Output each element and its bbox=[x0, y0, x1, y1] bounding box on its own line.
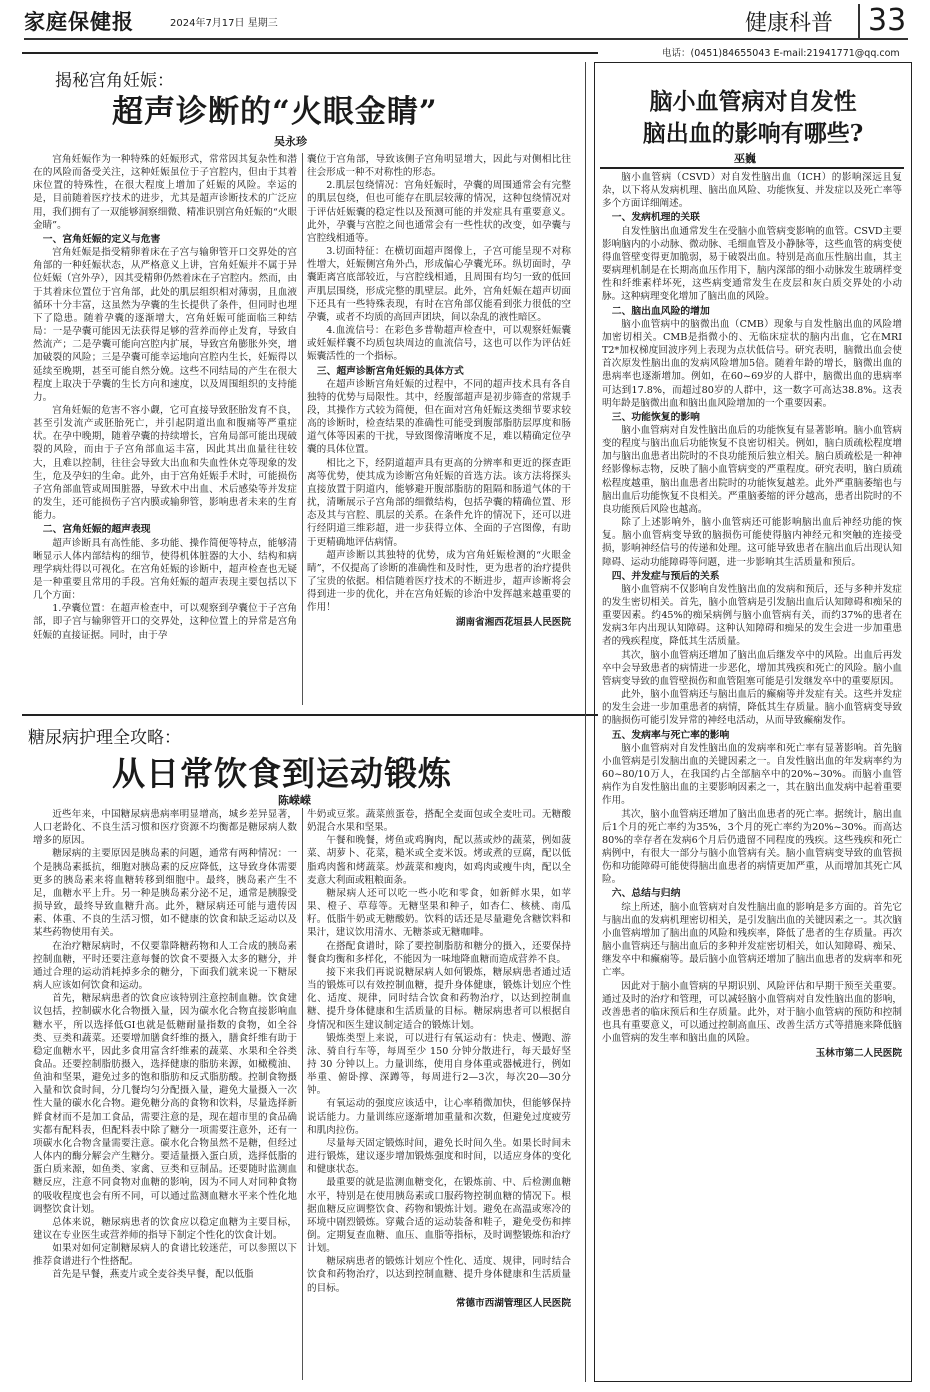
paragraph: 相比之下，经阴道超声具有更高的分辨率和更近的探查距离等优势，使其成为诊断宫角妊娠的首选方法。该方法将探头直接放置于阴道内，能够避开腹部脂肪的阻隔和肠道气体的干扰，清晰展示子宫角部的细微结构，包括孕囊的精确位置、形态及其与宫腔、肌层的关系。在条件允许的情况下，还可以进行经阴道三维彩超，进一步获得立体、全面的子宫图像，有助于更精确地评估病情。 bbox=[307, 457, 571, 548]
article1-column-2 bbox=[307, 153, 571, 705]
paragraph: 其次，脑小血管病还增加了脑出血患者的死亡率。据统计，脑出血后1个月的死亡率约为35%，3个月的死亡率约为20%~30%。而高达80%的幸存者在发病6个月后仍遗留不同程度的残疾。这些残疾和死亡病例中，有很大一部分与脑小血管病有关。脑小血管病变导致的血管损伤和功能障碍可能使得脑出血患者的病情更加严重，从而增加其死亡风险。 bbox=[602, 808, 902, 886]
section-title: 健康科普 bbox=[745, 11, 834, 36]
article1-author: 吴永珍 bbox=[274, 135, 307, 148]
paragraph: 最重要的就是监测血糖变化，在锻炼前、中、后检测血糖水平，特别是在使用胰岛素或口服药物控制血糖的情况下。根据血糖反应调整饮食、药物和锻炼计划。避免在高温或寒冷的环境中剧烈锻炼。穿戴合适的运动装备和鞋子，避免受伤和摔倒。定期复查血糖、血压、血脂等指标，及时调整锻炼和治疗计划。 bbox=[307, 1177, 571, 1255]
section-heading: 一、发病机理的关联 bbox=[611, 212, 700, 224]
article2-kicker: 糖尿病护理全攻略： bbox=[28, 728, 181, 748]
article3-author: 巫巍 bbox=[734, 152, 756, 165]
article3-body bbox=[602, 171, 902, 1371]
paragraph: 总体来说，糖尿病患者的饮食应以稳定血糖为主要目标，建议在专业医生或营养师的指导下制定个性化的饮食计划。 bbox=[33, 1216, 297, 1241]
paragraph: 脑小血管病对自发性脑出血后的功能恢复有显著影响。脑小血管病变的程度与脑出血后功能恢复不良密切相关。例如，脑白质疏松程度增加与脑出血患者出院时的不良功能预后独立相关。脑白质疏松是一种神经影像标志物，反映了脑小血管病变的严重程度。研究表明，脑白质疏松程度越重，脑出血患者出院时的功能恢复越差。此外严重脑萎缩也与脑出血后功能恢复不良相关。严重脑萎缩的评分越高，患者出院时的不良功能预后风险也越高。 bbox=[602, 424, 902, 515]
column-divider bbox=[302, 153, 303, 705]
article3-headline-line1: 脑小血管病对自发性 bbox=[649, 88, 857, 115]
newspaper-name: 家庭保健报 bbox=[24, 9, 134, 34]
article3-headline-line2: 脑出血的影响有哪些? bbox=[642, 120, 864, 147]
paragraph: 自发性脑出血通常发生在受脑小血管病变影响的血管。CSVD主要影响脑内的小动脉、微动脉、毛细血管及小静脉等，这些血管的病变使得血管壁变得更加脆弱，易于破裂出血。特别是高血压性脑出血，其主要病理机制是在长期高血压作用下，脑内深部的细小动脉发生玻璃样变性和纤维素样坏死，这些病变通常发生在皮层和灰白质交界处的小动脉。这种病理变化增加了脑出血的风险。 bbox=[602, 225, 902, 303]
section-heading: 四、并发症与预后的关系 bbox=[611, 570, 720, 582]
article1-column-1 bbox=[33, 153, 297, 705]
paragraph: 如果对如何定制糖尿病人的食谱比较迷茫，可以参照以下推荐食谱进行个性搭配。 bbox=[33, 1243, 297, 1268]
paragraph: 糖尿病人还可以吃一些小吃和零食，如新鲜水果，如苹果、橙子、草莓等。无糖坚果和种子，如杏仁、核桃、南瓜籽。低脂牛奶或无糖酸奶。饮料的话还是尽量避免含糖饮料和果汁，建议饮用清水、无糖茶或无糖咖啡。 bbox=[307, 887, 571, 939]
paragraph: 囊位于宫角部，导致该侧子宫角明显增大，因此与对侧相比往往会形成一种不对称性的形态。 bbox=[307, 154, 571, 179]
section-heading: 三、超声诊断宫角妊娠的具体方式 bbox=[316, 365, 464, 377]
paragraph: 首先是早餐，燕麦片或全麦谷类早餐，配以低脂 bbox=[52, 1269, 254, 1281]
paragraph: 1.孕囊位置：在超声检查中，可以观察到孕囊位于子宫角部，即子宫与输卵管开口的交界处，这种位置上的异常是宫角妊娠的直接证据。同时，由于孕 bbox=[33, 603, 297, 641]
paragraph: 宫角妊娠是指受精卵着床在子宫与输卵管开口交界处的宫角部的一种妊娠状态，从严格意义上讲，宫角妊娠并不属于异位妊娠（宫外孕），因其受精卵仍然着床在子宫腔内。然而，由于其着床位置位于宫角部，此处的肌层组织相对薄弱，且血液循环十分丰富，这虽然为孕囊的生长提供了条件，但同时也埋下了隐患。随着孕囊的逐渐增大，宫角妊娠可能面临三种结局：一是孕囊可能因无法获得足够的营养而停止发育，导致自然流产；二是孕囊可能向宫腔内扩展，导致宫角膨胀外突，增加破裂的风险；三是孕囊可能幸运地向宫腔内生长，妊娠得以延续至晚期，甚至可能自然分娩。这些不同结局的产生在很大程度上取决于孕囊的生长方向和速度，以及周围组织的支持能力。 bbox=[33, 247, 297, 403]
issue-date: 2024年7月17日 星期三 bbox=[170, 18, 278, 29]
section-heading: 二、宫角妊娠的超声表现 bbox=[42, 524, 151, 536]
section-heading: 三、功能恢复的影响 bbox=[611, 411, 700, 423]
page-divider bbox=[585, 62, 586, 1382]
section-heading: 一、宫角妊娠的定义与危害 bbox=[42, 233, 161, 245]
paragraph: 近些年来，中国糖尿病患病率明显增高，城乡差异显著，人口老龄化、不良生活习惯和医疗资源不均衡都是糖尿病人数增多的原因。 bbox=[33, 809, 297, 847]
paragraph: 因此对于脑小血管病的早期识别、风险评估和早期干预至关重要。通过及时的治疗和管理，可以减轻脑小血管病对自发性脑出血的影响，改善患者的临床预后和生存质量。此外，对于脑小血管病的预防和控制也具有重要意义，可以通过控制高血压、改善生活方式等措施来降低脑小血管病的发生率和脑出血的风险。 bbox=[602, 980, 902, 1045]
article1-headline: 超声诊断的“火眼金睛” bbox=[112, 94, 438, 130]
section-heading: 五、发病率与死亡率的影响 bbox=[611, 729, 730, 741]
paragraph: 接下来我们再说说糖尿病人如何锻炼，糖尿病患者通过适当的锻炼可以有效控制血糖，提升身体健康，锻炼计划应个性化、适度、规律，同时结合饮食和药物治疗，以达到控制血糖、提升身体健康和生活质量的目标。糖尿病患者可以根据自身情况和医生建议制定适合的锻炼计划。 bbox=[307, 966, 571, 1031]
paragraph: 糖尿病患者的锻炼计划应个性化、适度、规律，同时结合饮食和药物治疗，以达到控制血糖、提升身体健康和生活质量的目标。 bbox=[307, 1256, 571, 1294]
paragraph: 超声诊断以其独特的优势，成为宫角妊娠检测的“火眼金睛”，不仅提高了诊断的准确性和及时性，更为患者的治疗提供了宝贵的依据。相信随着医疗技术的不断进步，超声诊断将会得到进一步的优化，并在宫角妊娠的诊治中发挥越来越重要的作用！ bbox=[307, 549, 571, 614]
section-heading: 六、总结与归纳 bbox=[611, 888, 681, 900]
masthead-divider bbox=[858, 4, 860, 38]
paragraph: 脑小血管病对自发性脑出血的发病率和死亡率有显著影响。首先脑小血管病是引发脑出血的关键因素之一。自发性脑出血的年发病率约为60~80/10万人，在我国约占全部脑卒中的20%~30%。而脑小血管病作为自发性脑出血的主要影响因素之一，其在脑出血发病中起着重要作用。 bbox=[602, 742, 902, 807]
paragraph: 在搭配食谱时，除了要控制脂肪和糖分的摄入，还要保持餐食均衡和多样化，不能因为一味地降血糖而造成营养不良。 bbox=[307, 940, 571, 965]
article2-author: 陈嵘嵘 bbox=[278, 794, 311, 807]
article3-rule bbox=[600, 167, 904, 169]
article2-headline: 从日常饮食到运动锻炼 bbox=[112, 754, 452, 793]
author-affiliation: 玉林市第二人民医院 bbox=[815, 1048, 902, 1060]
article1-top-rule bbox=[22, 52, 598, 54]
article2-column-1 bbox=[33, 808, 297, 1380]
paragraph: 锻炼类型上来说，可以进行有氧运动有：快走、慢跑、游泳、骑自行车等，每周至少 150 分钟分散进行，每天最好坚持 30 分钟以上。力量训练，使用自身体重或器械进行，例如举重、俯卧撑、深蹲等，每周进行2—3次，每次20—30分钟。 bbox=[307, 1032, 571, 1097]
paragraph: 首先，糖尿病患者的饮食应该特别注意控制血糖。饮食建议包括，控制碳水化合物摄入量，因为碳水化合物直接影响血糖水平，所以选择低GI也就是低糖耐量指数的食物，如全谷类、豆类和蔬菜。还要增加膳食纤维的摄入，膳食纤维有助于稳定血糖水平，因此多食用富含纤维素的蔬菜、水果和全谷类食品。还要控制脂肪摄入，选择健康的脂肪来源，如橄榄油、鱼油和坚果，避免过多的饱和脂肪和反式脂肪酸。控制食物摄入量和饮食时间，分几餐均匀分配摄入量，避免大量摄入一次性大量的碳水化合物。避免糖分高的食物和饮料，尽量选择新鲜食材而不是加工食品，需要注意的是，现在超市里的食品确实都有配料表，但配料表中除了糖分一项需要注意外，还有一项碳水化合物含量需要注意。碳水化合物虽然不是糖，但经过人体内的酶分解会产生糖分。要适量摄入蛋白质，选择低脂的蛋白质来源，如鱼类、家禽、豆类和豆制品。还要随时监测血糖反应，注意不同食物对血糖的影响，因为不同人对同种食物的吸收程度也会有所不同，可以通过监测血糖水平来个性化地调整饮食计划。 bbox=[33, 993, 297, 1215]
paragraph: 4.血流信号：在彩色多普勒超声检查中，可以观察妊娠囊或妊娠样囊不均质包块周边的血流信号，这也可以作为评估妊娠囊活性的一个指标。 bbox=[307, 325, 571, 363]
paragraph: 牛奶或豆浆。蔬菜煎蛋卷，搭配全麦面包或全麦吐司。无糖酸奶混合水果和坚果。 bbox=[307, 809, 571, 834]
paragraph: 综上所述，脑小血管病对自发性脑出血的影响是多方面的。首先它与脑出血的发病机理密切相关，是引发脑出血的关键因素之一。其次脑小血管病增加了脑出血的风险和残疾率，降低了患者的生存质量。再次脑小血管病还与脑出血后的多种并发症密切相关，如认知障碍、痴呆、继发卒中和癫痫等。最后脑小血管病还增加了脑出血患者的发病率和死亡率。 bbox=[602, 901, 902, 979]
paragraph: 糖尿病的主要原因是胰岛素的问题，通常有两种情况：一个是胰岛素抵抗，细胞对胰岛素的反应降低，这导致身体需要更多的胰岛素来将血糖转移到细胞中。最终，胰岛素产生不足，血糖水平上升。另一种是胰岛素分泌不足，通常是胰腺受损导致，最终导致血糖升高。此外，糖尿病还可能与遗传因素、体重、不良的生活习惯，如不健康的饮食和缺乏运动以及某些药物使用有关。 bbox=[33, 848, 297, 939]
paragraph: 脑小血管病不仅影响自发性脑出血的发病和预后，还与多种并发症的发生密切相关。首先，脑小血管病是引发脑出血后认知障碍和痴呆的重要因素。约45%的痴呆病例与脑小血管病有关，而约37%的患者在发病3年内出现认知障碍。这种认知障碍和痴呆的发生会进一步加重患者的残疾程度，降低其生活质量。 bbox=[602, 583, 902, 648]
author-affiliation: 常德市西湖管理区人民医院 bbox=[455, 1297, 571, 1309]
paragraph: 此外，脑小血管病还与脑出血后的癫痫等并发症有关。这些并发症的发生会进一步加重患者的病情，降低其生存质量。脑小血管病变导致的脑损伤可能引发异常的神经电活动，从而导致癫痫发作。 bbox=[602, 689, 902, 727]
paragraph: 在超声诊断宫角妊娠的过程中，不同的超声技术具有各自独特的优势与局限性。其中，经腹部超声是初步筛查的常规手段，其操作方式较为简便，但在面对宫角妊娠这类细节要求较高的诊断时，检查结果的准确性可能受到腹部脂肪层厚度和肠道气体等因素的干扰，导致图像清晰度不足，难以精确定位孕囊的具体位置。 bbox=[307, 378, 571, 456]
paragraph: 脑小血管病（CSVD）对自发性脑出血（ICH）的影响深远且复杂，以下将从发病机理、脑出血风险、功能恢复、并发症以及死亡率等多个方面详细阐述。 bbox=[602, 172, 902, 210]
paragraph: 尽量每天固定锻炼时间，避免长时间久坐。如果长时间未进行锻炼，建议逐步增加锻炼强度和时间，以适应身体的变化和健康状态。 bbox=[307, 1137, 571, 1176]
paragraph: 脑小血管病中的脑微出血（CMB）现象与自发性脑出血的风险增加密切相关。CMB是指微小的、无临床症状的脑内出血，它在MRI T2*加权梯度回波序列上表现为点状低信号。研究表明，脑微出血会使首次原发性脑出血的发病风险增加5倍。随着年龄的增长，脑微出血的患病率也逐渐增加。例如，在60~69岁的人群中，脑微出血的患病率可达到17.8%，而超过80岁的人群中，这一数字可高达38.8%。这表明年龄是脑微出血和脑出血风险增加的一个重要因素。 bbox=[602, 318, 902, 409]
paragraph: 其次，脑小血管病还增加了脑出血后继发卒中的风险。出血后再发卒中会导致患者的病情进一步恶化，增加其残疾和死亡的风险。脑小血管病变导致的血管壁损伤和血管阻塞可能是引发继发卒中的重要原因。 bbox=[602, 649, 902, 687]
paragraph: 超声诊断具有高性能、多功能、操作简便等特点，能够清晰显示人体内部结构的细节，使得机体脏器的大小、结构和病理学病灶得以可视化。在宫角妊娠的诊断中，超声检查也无疑是一种重要且常用的手段。宫角妊娠的超声表现主要包括以下几个方面： bbox=[33, 537, 297, 602]
section-heading: 二、脑出血风险的增加 bbox=[611, 305, 710, 317]
author-affiliation: 湖南省湘西花垣县人民医院 bbox=[455, 617, 571, 629]
article2-column-2 bbox=[307, 808, 571, 1380]
masthead-rule bbox=[24, 38, 908, 40]
column-divider bbox=[302, 808, 303, 1380]
paragraph: 2.肌层包绕情况：宫角妊娠时，孕囊的周围通常会有完整的肌层包绕，但也可能存在肌层较薄的情况，这种包绕情况对于评估妊娠囊的稳定性以及预测可能的并发症具有重要意义。此外，孕囊与宫腔之间也通常会有一些性状的改变，如孕囊与宫腔线相通等。 bbox=[307, 180, 571, 244]
paragraph: 午餐和晚餐，烤鱼或鸡胸肉，配以蒸或炒的蔬菜，例如菠菜、胡萝卜、花菜，糙米或全麦米饭。烤或煮的豆腐，配以低脂鸡肉酱和烤蔬菜。炒蔬菜和瘦肉，如鸡肉或瘦牛肉，配以全麦意大利面或粗粮面条。 bbox=[307, 835, 571, 886]
paragraph: 宫角妊娠的危害不容小觑，它可直接导致胚胎发育不良，甚至引发流产或胚胎死亡，并引起阴道出血和腹痛等严重症状。在孕中晚期，随着孕囊的持续增长，宫角局部可能出现破裂的风险，而由于子宫角部血运丰富，因此其出血量往往较大，且难以控制，往往会导致大出血和失血性休克等现象的发生，危及孕妇的生命。此外，由于宫角妊娠手术时，可能损伤子宫角部血管或周围脏器，导致术中出血、术后感染等并发症的发生，还可能损伤子宫内膜或输卵管，影响患者未来的生育能力。 bbox=[33, 404, 297, 522]
paragraph: 在治疗糖尿病时，不仅要靠降糖药物和人工合成的胰岛素控制血糖，平时还要注意每餐的饮食不要摄入太多的糖分，并通过合理的运动消耗掉多余的糖分，下面我们就来说一下糖尿病人应该如何饮食和运动。 bbox=[33, 940, 297, 992]
article1-kicker: 揭秘宫角妊娠： bbox=[55, 71, 174, 91]
page-number: 33 bbox=[868, 3, 907, 38]
article2-top-rule bbox=[22, 714, 598, 716]
paragraph: 宫角妊娠作为一种特殊的妊娠形式，常常因其复杂性和潜在的风险而备受关注，这种妊娠虽位于子宫腔内，但由于其着床位置的特殊性，在很大程度上增加了妊娠的风险。幸运的是，目前随着医疗技术的进步，尤其是超声诊断技术的广泛应用，我们拥有了一双能够洞察细微、精准识别宫角妊娠的“火眼金睛”。 bbox=[33, 154, 297, 231]
paragraph: 3.切面特征：在横切面超声图像上，子宫可能呈现不对称性增大，妊娠侧宫角外凸，形成偏心孕囊光环。纵切面时，孕囊距离宫底部较近，与宫腔线相通，且周围有均匀一致的低回声肌层围绕，形成完整的肌壁层。此外，宫角妊娠在超声切面下还具有一些特殊表现，有时在宫角部仅能看到张力很低的空孕囊，或者不均质的高回声团块，间以杂乱的液性暗区。 bbox=[307, 246, 571, 323]
paragraph: 除了上述影响外，脑小血管病还可能影响脑出血后神经功能的恢复。脑小血管病变导致的脑损伤可能使得脑内神经元和突触的连接受损，影响神经信号的传递和处理。这可能导致患者在脑出血后出现认知障碍、运动功能障碍等问题，进一步影响其生活质量和预后。 bbox=[602, 517, 902, 568]
paragraph: 有氧运动的强度应该适中，让心率稍微加快，但能够保持说话能力。力量训练应逐渐增加重量和次数，但避免过度疲劳和肌肉拉伤。 bbox=[307, 1098, 571, 1136]
contact-info: 电话：(0451)84655043 E-mail:21941771@qq.com bbox=[662, 48, 900, 59]
